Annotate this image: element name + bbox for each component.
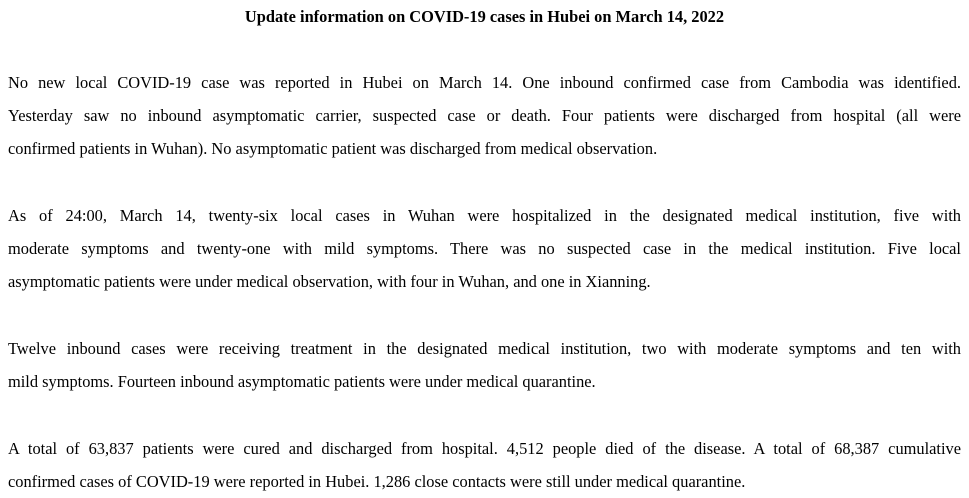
paragraph-line: confirmed patients in Wuhan). No asymptomatic patient was discharged from medical observation. [8,139,658,158]
paragraph-line: Yesterday saw no inbound asymptomatic carrier, suspected case or death. Four patients were discharged from hospital (all were [8,106,961,125]
paragraph-line: Twelve inbound cases were receiving treatment in the designated medical institution, two with moderate symptoms and ten with [8,339,961,358]
paragraph-line: mild symptoms. Fourteen inbound asymptomatic patients were under medical quarantine. [8,372,596,391]
paragraph-line: confirmed cases of COVID-19 were reported in Hubei. 1,286 close contacts were still under medical quarantine. [8,472,746,491]
paragraph-line: asymptomatic patients were under medical observation, with four in Wuhan, and one in Xianning. [8,272,651,291]
paragraph-inbound-cases [8,332,961,398]
paragraph-new-cases [8,66,961,165]
paragraph-totals [8,432,961,498]
paragraph-hospitalized [8,199,961,298]
paragraph-line: A total of 63,837 patients were cured and discharged from hospital. 4,512 people died of the disease. A total of 68,387 cumulative [8,439,961,458]
document-title: Update information on COVID-19 cases in Hubei on March 14, 2022 [244,7,725,26]
paragraph-line: As of 24:00, March 14, twenty-six local cases in Wuhan were hospitalized in the designated medical institution, five with [8,206,961,225]
paragraph-line: No new local COVID-19 case was reported in Hubei on March 14. One inbound confirmed case from Cambodia was identified. [8,73,961,92]
paragraph-line: moderate symptoms and twenty-one with mild symptoms. There was no suspected case in the medical institution. Five local [8,239,961,258]
